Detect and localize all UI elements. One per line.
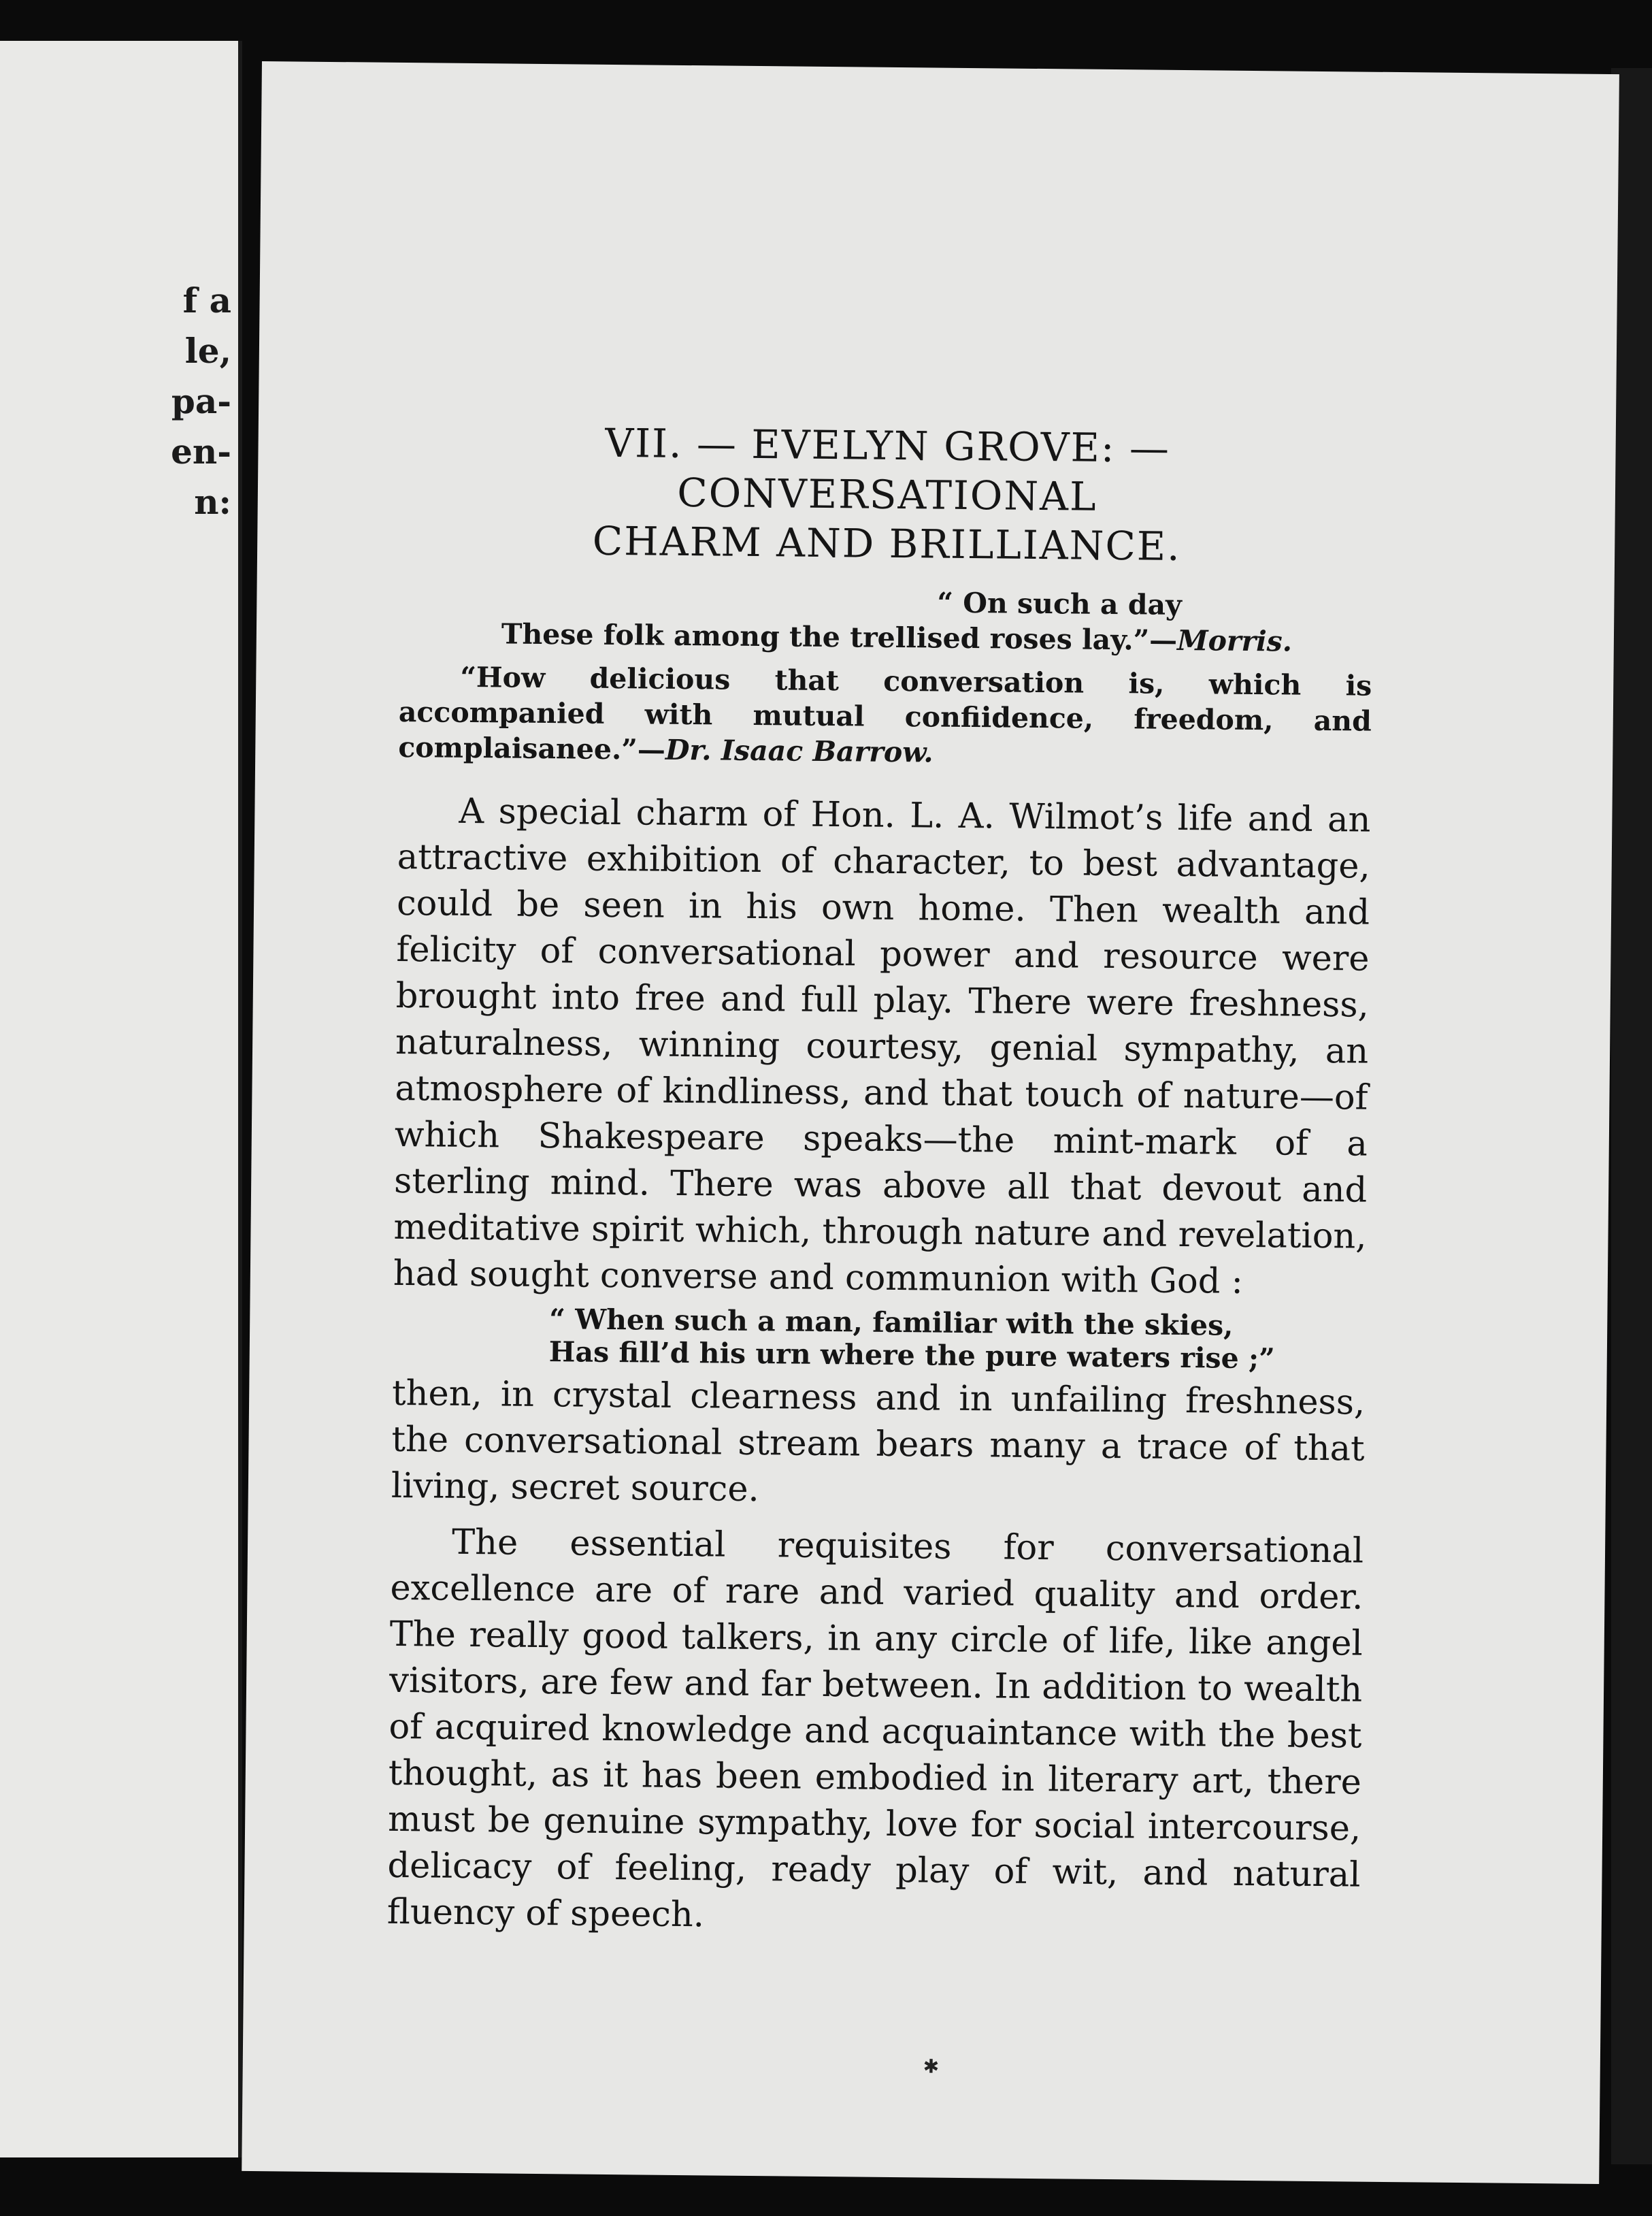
left-fragment: en- bbox=[171, 431, 231, 472]
verse-quote bbox=[393, 1301, 1366, 1376]
epigraph-morris bbox=[399, 580, 1373, 660]
body-paragraph-1: A special charm of Hon. L. A. Wilmot’s life and an attractive exhibition of character, to best advantage, could be seen in his own home. Then wealth and felicity of conversational power and resource were brought into free and full play. There were freshness, naturalness, winning courtesy, genial sympathy, an atmosphere of kindliness, and that touch of nature—of which Shakespeare speaks—the mint-mark of a sterling mind. There was above all that devout and meditative spirit which, through nature and revelation, had sought converse and communion with God : bbox=[393, 791, 1371, 1302]
chapter-title bbox=[400, 417, 1374, 573]
verse-quote-line-1: “ When such a man, familiar with the skies, bbox=[549, 1303, 1234, 1342]
left-facing-page bbox=[0, 41, 242, 2157]
epigraph-morris-text: These folk among the trellised roses lay.”— bbox=[501, 617, 1178, 657]
page-edge-shadow bbox=[1611, 68, 1652, 2164]
left-fragment: pa- bbox=[171, 381, 231, 421]
body-paragraph-2: The essential requisites for conversational excellence are of rare and varied quality and order. The really good talkers, in any circle of life, like angel visitors, are few and far between. In addition to wealth of acquired knowledge and acquaintance with the best thought, as it has been embodied in literary art, there must be genuine sympathy, love for social intercourse, delicacy of feeling, ready play of wit, and natural fluency of speech. bbox=[386, 1522, 1364, 1936]
epigraph-barrow-text: “How delicious that conversation is, which is accompanied with mutual confiidence, freedom, and complaisanee.”— bbox=[398, 660, 1372, 766]
chapter-title-line-2: CHARM AND BRILLIANCE. bbox=[592, 517, 1181, 570]
body-paragraph-1-continued: then, in crystal clearness and in unfailing freshness, the conversational stream bears many a trace of that living, secret source. bbox=[391, 1373, 1366, 1510]
right-book-page bbox=[242, 61, 1619, 2184]
left-fragment: n: bbox=[194, 482, 231, 522]
page-ornament-icon: ✱ bbox=[923, 2055, 940, 2078]
chapter-title-line-1: VII. — EVELYN GROVE: — CONVERSATIONAL bbox=[605, 419, 1171, 520]
page-content bbox=[387, 417, 1374, 1945]
left-fragment: le, bbox=[184, 331, 231, 371]
epigraph-barrow bbox=[398, 659, 1372, 775]
epigraph-morris-attribution: Morris. bbox=[1176, 623, 1293, 658]
epigraph-barrow-attribution: Dr. Isaac Barrow. bbox=[665, 733, 934, 769]
left-page-text-fragments bbox=[0, 41, 231, 527]
verse-quote-line-2: Has fill’d his urn where the pure waters rise ;” bbox=[548, 1335, 1275, 1375]
epigraph-morris-line-1: “ On such a day bbox=[937, 586, 1183, 622]
left-fragment: f a bbox=[182, 280, 231, 321]
epigraph-morris-line-2 bbox=[501, 616, 1372, 659]
